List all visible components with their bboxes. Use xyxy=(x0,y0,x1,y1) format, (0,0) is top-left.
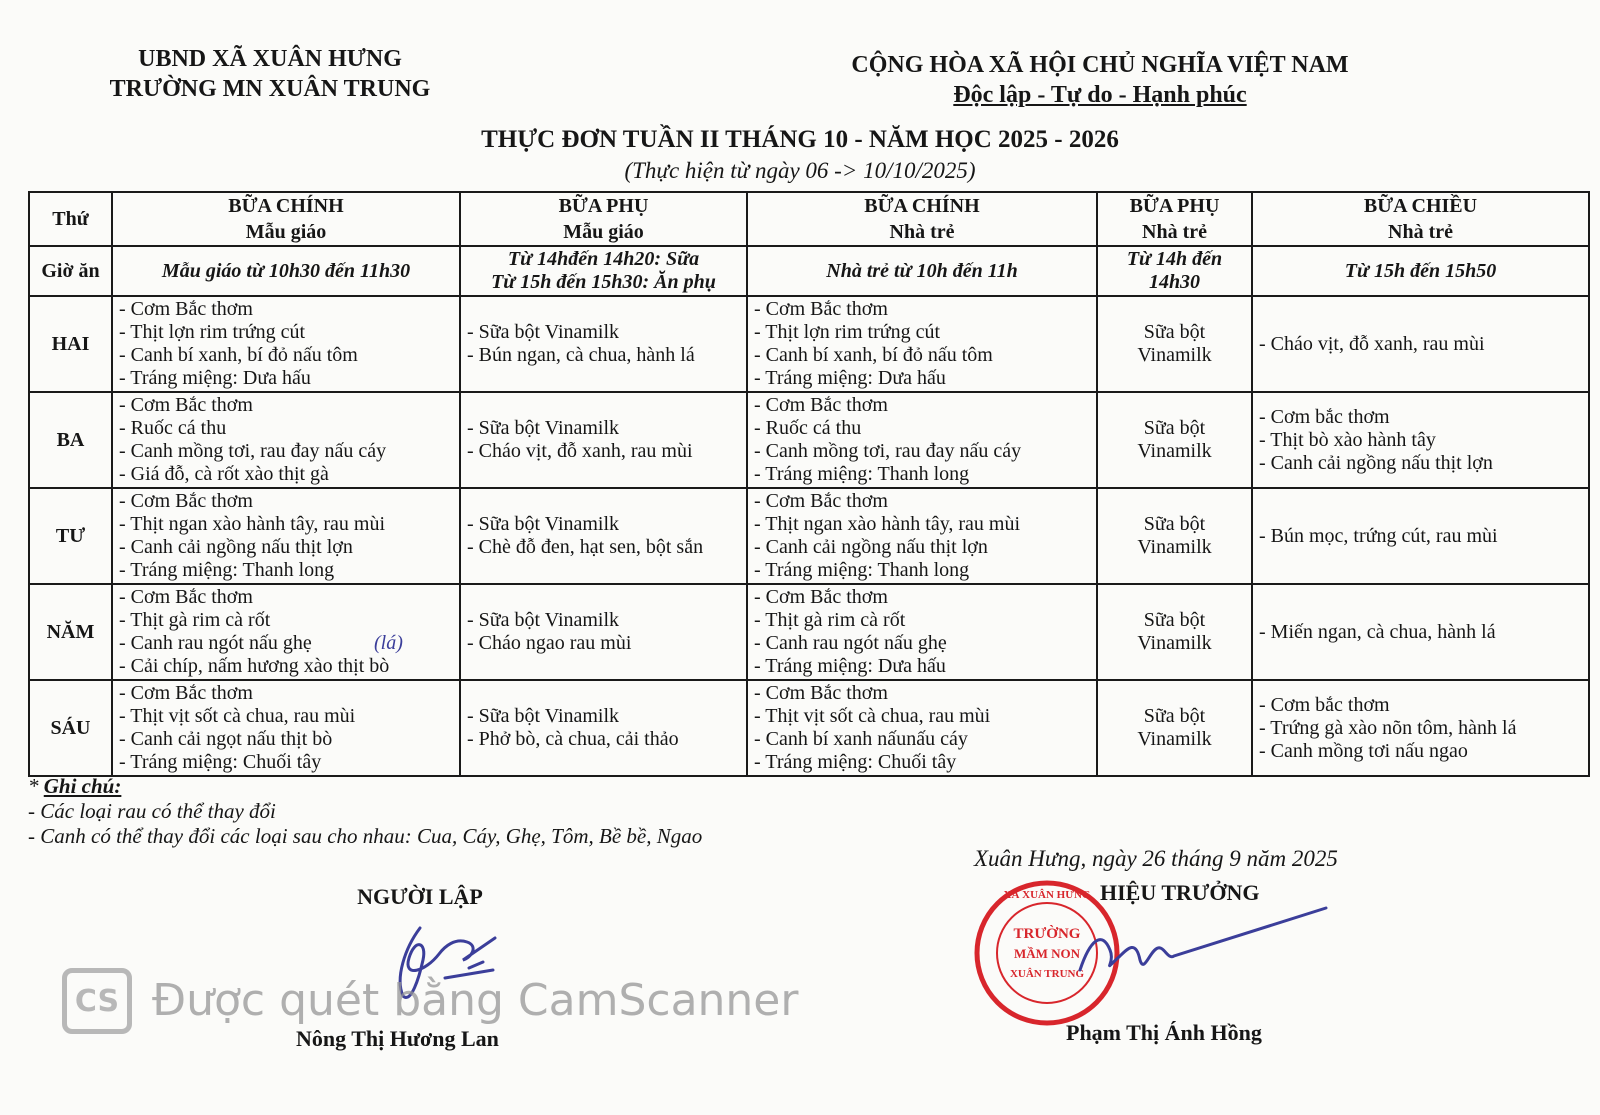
menu-item: Sữa bột xyxy=(1143,705,1206,727)
col-header-snack-nursery: BỮA PHỤ Nhà trẻ xyxy=(1097,192,1252,246)
menu-item: - Cơm bắc thơm xyxy=(1259,405,1390,428)
menu-item: - Canh mồng tơi, rau đay nấu cáy xyxy=(754,440,1022,462)
preparer-title: NGƯỜI LẬP xyxy=(357,884,483,909)
menu-item: - Cháo vịt, đỗ xanh, rau mùi xyxy=(1259,332,1485,355)
menu-item: - Sữa bột Vinamilk xyxy=(467,513,620,535)
menu-item: - Bún mọc, trứng cút, rau mùi xyxy=(1259,524,1498,547)
menu-item: - Canh rau ngót nấu ghẹ xyxy=(119,632,312,654)
preparer-name: Nông Thị Hương Lan xyxy=(296,1026,499,1051)
menu-item: - Thịt gà rim cà rốt xyxy=(119,609,271,631)
menu-item: - Canh bí xanh, bí đỏ nấu tôm xyxy=(119,344,358,366)
day-name: HAI xyxy=(29,296,112,392)
day-name: SÁU xyxy=(29,680,112,776)
menu-item: - Canh cải ngồng nấu thịt lợn xyxy=(119,536,353,558)
menu-item: - Thịt bò xào hành tây xyxy=(1259,428,1436,451)
menu-cell xyxy=(460,488,747,584)
menu-item: - Cơm Bắc thơm xyxy=(119,586,253,608)
menu-cell xyxy=(460,680,747,776)
meal-time-cell: Từ 15h đến 15h50 xyxy=(1252,246,1589,296)
day-row xyxy=(29,296,1589,392)
menu-item: - Cháo vịt, đỗ xanh, rau mùi xyxy=(467,440,693,462)
menu-item: - Giá đỗ, cà rốt xào thịt gà xyxy=(119,463,329,485)
menu-cell xyxy=(1097,680,1252,776)
day-row xyxy=(29,584,1589,680)
day-name: TƯ xyxy=(29,488,112,584)
menu-cell xyxy=(112,680,460,776)
meal-time-cell: Nhà trẻ từ 10h đến 11h xyxy=(747,246,1097,296)
menu-item: - Canh cải ngồng nấu thịt lợn xyxy=(1259,451,1493,474)
national-title: CỘNG HÒA XÃ HỘI CHỦ NGHĨA VIỆT NAM xyxy=(851,52,1349,78)
menu-item: Sữa bột xyxy=(1143,321,1206,343)
menu-cell xyxy=(747,584,1097,680)
national-motto-block xyxy=(820,50,1380,110)
col-header-main-nursery: BỮA CHÍNH Nhà trẻ xyxy=(747,192,1097,246)
menu-cell xyxy=(1097,296,1252,392)
svg-text:XUÂN TRUNG: XUÂN TRUNG xyxy=(1009,968,1085,980)
menu-table xyxy=(28,191,1590,777)
menu-item: Sữa bột xyxy=(1143,609,1206,631)
menu-cell xyxy=(112,392,460,488)
menu-cell xyxy=(460,392,747,488)
signing-date: Xuân Hưng, ngày 26 tháng 9 năm 2025 xyxy=(974,846,1338,871)
menu-cell xyxy=(460,584,747,680)
col-header-main-kindergarten: BỮA CHÍNH Mẫu giáo xyxy=(112,192,460,246)
menu-item: - Thịt lợn rim trứng cút xyxy=(754,321,941,343)
menu-item: - Cháo ngao rau mùi xyxy=(467,632,632,654)
principal-title: HIỆU TRƯỞNG xyxy=(1100,880,1260,905)
menu-item: - Tráng miệng: Thanh long xyxy=(754,463,970,485)
menu-item: - Thịt lợn rim trứng cút xyxy=(119,321,306,343)
menu-item: - Cơm Bắc thơm xyxy=(119,394,253,416)
menu-item: - Miến ngan, cà chua, hành lá xyxy=(1259,620,1496,643)
menu-item: - Bún ngan, cà chua, hành lá xyxy=(467,344,695,366)
menu-cell xyxy=(1252,488,1589,584)
menu-cell xyxy=(1252,392,1589,488)
menu-cell xyxy=(1097,392,1252,488)
menu-cell xyxy=(112,488,460,584)
menu-item: - Cơm Bắc thơm xyxy=(119,298,253,320)
meal-time-label: Giờ ăn xyxy=(29,246,112,296)
menu-cell: - Cơm Bắc thơm - Thịt gà rim cà rốt - Canh rau ngót nấu ghẹ (lá) - Cải chíp, nấm hương xào thịt bò xyxy=(112,584,460,680)
national-motto: Độc lập - Tự do - Hạnh phúc xyxy=(953,82,1247,108)
menu-item: - Cơm Bắc thơm xyxy=(754,586,888,608)
menu-item: - Chè đỗ đen, hạt sen, bột sắn xyxy=(467,536,704,558)
menu-item: - Canh bí xanh nấunấu cáy xyxy=(754,728,968,750)
menu-item: - Canh cải ngọt nấu thịt bò xyxy=(119,728,333,750)
menu-item: - Phở bò, cà chua, cải thảo xyxy=(467,728,679,750)
menu-item: - Tráng miệng: Chuối tây xyxy=(119,751,322,773)
page-title: THỰC ĐƠN TUẦN II THÁNG 10 - NĂM HỌC 2025 - 2026 xyxy=(481,126,1119,153)
meal-time-cell: Từ 14hđến 14h20: Sữa Từ 15h đến 15h30: Ăn phụ xyxy=(460,246,747,296)
camscanner-watermark: Được quét bằng CamScanner xyxy=(152,975,799,1026)
col-header-day: Thứ xyxy=(29,192,112,246)
issuer-block xyxy=(80,44,460,104)
menu-item: - Tráng miệng: Dưa hấu xyxy=(754,655,946,677)
menu-item: - Tráng miệng: Thanh long xyxy=(119,559,335,581)
menu-cell xyxy=(460,296,747,392)
camscanner-logo-icon: CS xyxy=(62,968,132,1034)
menu-cell xyxy=(1252,584,1589,680)
menu-item: - Thịt ngan xào hành tây, rau mùi xyxy=(119,513,386,535)
day-row xyxy=(29,680,1589,776)
menu-item: - Canh mồng tơi, rau đay nấu cáy xyxy=(119,440,387,462)
menu-cell xyxy=(1097,584,1252,680)
menu-item: - Canh rau ngót nấu ghẹ xyxy=(754,632,947,654)
col-header-snack-kindergarten: BỮA PHỤ Mẫu giáo xyxy=(460,192,747,246)
menu-item: - Cơm Bắc thơm xyxy=(119,490,253,512)
menu-item: - Thịt vịt sốt cà chua, rau mùi xyxy=(119,705,356,727)
principal-signature xyxy=(1040,900,1340,990)
menu-item: - Trứng gà xào nõn tôm, hành lá xyxy=(1259,716,1517,739)
notes: * Ghi chú: - Các loại rau có thể thay đổi - Canh có thể thay đổi các loại sau cho nhau: Cua, Cáy, Ghẹ, Tôm, Bề bề, Ngao xyxy=(28,774,703,848)
menu-item: Sữa bột xyxy=(1143,513,1206,535)
header-row xyxy=(29,192,1589,246)
menu-item: - Cơm Bắc thơm xyxy=(754,682,888,704)
menu-item: - Thịt vịt sốt cà chua, rau mùi xyxy=(754,705,991,727)
menu-item: - Canh bí xanh, bí đỏ nấu tôm xyxy=(754,344,993,366)
menu-item: - Cơm Bắc thơm xyxy=(754,394,888,416)
day-row xyxy=(29,392,1589,488)
note-item: - Canh có thể thay đổi các loại sau cho nhau: Cua, Cáy, Ghẹ, Tôm, Bề bề, Ngao xyxy=(28,824,703,848)
menu-item: Vinamilk xyxy=(1137,728,1212,750)
menu-item: - Sữa bột Vinamilk xyxy=(467,705,620,727)
notes-title: Ghi chú: xyxy=(43,774,122,798)
menu-item: Vinamilk xyxy=(1137,344,1212,366)
menu-item: - Cơm Bắc thơm xyxy=(119,682,253,704)
page-subtitle: (Thực hiện từ ngày 06 -> 10/10/2025) xyxy=(624,158,976,183)
meal-time-row xyxy=(29,246,1589,296)
menu-item: - Ruốc cá thu xyxy=(119,417,227,439)
menu-item: - Cơm Bắc thơm xyxy=(754,490,888,512)
menu-item: - Tráng miệng: Dưa hấu xyxy=(119,367,311,389)
menu-item: - Sữa bột Vinamilk xyxy=(467,417,620,439)
col-header-afternoon-nursery: BỮA CHIỀU Nhà trẻ xyxy=(1252,192,1589,246)
menu-item: - Sữa bột Vinamilk xyxy=(467,321,620,343)
menu-cell xyxy=(747,392,1097,488)
menu-cell xyxy=(747,296,1097,392)
menu-item: Vinamilk xyxy=(1137,536,1212,558)
menu-item: Vinamilk xyxy=(1137,632,1212,654)
menu-cell xyxy=(1252,680,1589,776)
menu-cell xyxy=(1097,488,1252,584)
menu-item: Sữa bột xyxy=(1143,417,1206,439)
menu-item: - Ruốc cá thu xyxy=(754,417,862,439)
day-name: BA xyxy=(29,392,112,488)
menu-item: - Cải chíp, nấm hương xào thịt bò xyxy=(119,655,390,677)
note-item: - Các loại rau có thể thay đổi xyxy=(28,799,276,823)
menu-item: - Canh mồng tơi nấu ngao xyxy=(1259,739,1468,762)
menu-item: - Tráng miệng: Thanh long xyxy=(754,559,970,581)
issuer-authority: UBND XÃ XUÂN HƯNG xyxy=(138,46,402,72)
menu-cell xyxy=(112,296,460,392)
svg-text:MẦM NON: MẦM NON xyxy=(1013,946,1081,961)
menu-cell xyxy=(1252,296,1589,392)
menu-item: - Thịt gà rim cà rốt xyxy=(754,609,906,631)
svg-text:XÃ XUÂN HƯNG: XÃ XUÂN HƯNG xyxy=(1003,889,1091,901)
menu-cell xyxy=(747,680,1097,776)
menu-cell xyxy=(747,488,1097,584)
menu-item: - Sữa bột Vinamilk xyxy=(467,609,620,631)
meal-time-cell: Mẫu giáo từ 10h30 đến 11h30 xyxy=(112,246,460,296)
svg-text:TRƯỜNG: TRƯỜNG xyxy=(1013,926,1081,942)
menu-item: - Tráng miệng: Chuối tây xyxy=(754,751,957,773)
menu-item: - Canh cải ngồng nấu thịt lợn xyxy=(754,536,988,558)
menu-item: - Cơm Bắc thơm xyxy=(754,298,888,320)
menu-item: - Tráng miệng: Dưa hấu xyxy=(754,367,946,389)
day-name: NĂM xyxy=(29,584,112,680)
principal-name: Phạm Thị Ánh Hồng xyxy=(1066,1020,1262,1045)
day-row xyxy=(29,488,1589,584)
menu-item: - Cơm bắc thơm xyxy=(1259,693,1390,716)
meal-time-cell: Từ 14h đến 14h30 xyxy=(1097,246,1252,296)
menu-item: - Thịt ngan xào hành tây, rau mùi xyxy=(754,513,1021,535)
issuer-school: TRƯỜNG MN XUÂN TRUNG xyxy=(109,76,431,102)
menu-item: Vinamilk xyxy=(1137,440,1212,462)
